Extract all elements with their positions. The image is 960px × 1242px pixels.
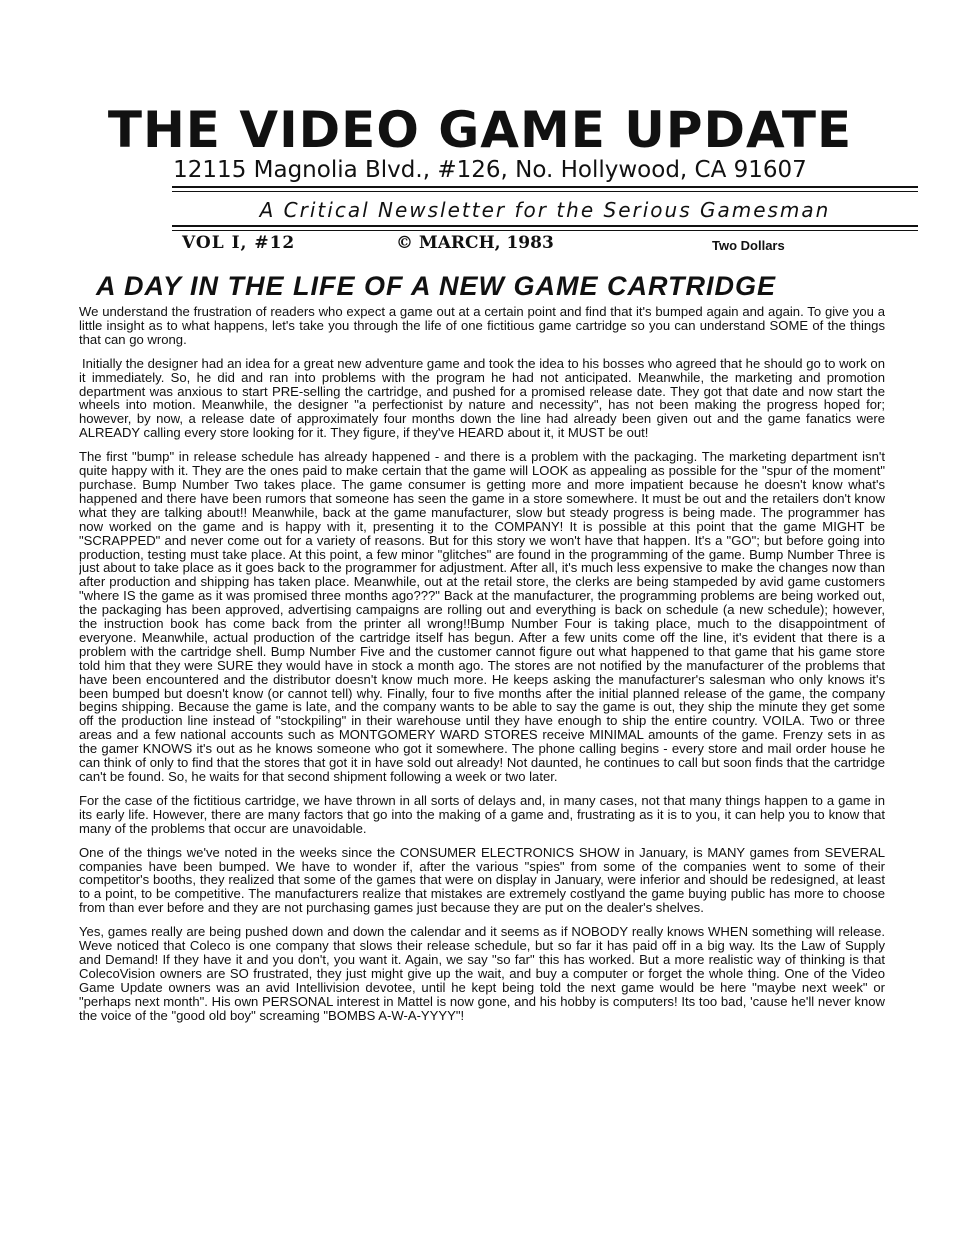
masthead-title: THE VIDEO GAME UPDATE — [107, 101, 853, 159]
issue-date: © MARCH, 1983 — [396, 233, 554, 253]
issue-volume: VOL I, #12 — [182, 233, 296, 253]
article-paragraph: The first "bump" in release schedule has already happened - and there is a problem with the packaging. The marketing department isn't quite happy with it. They are the ones paid to make certain that the game will LOOK as appealing as possible for the "spur of the moment" purchase. Bump Number Two takes place. The game consumer is getting more and more impatient because he doesn't know what's happened and there have been rumors that someone has seen the game in a store somewhere. It must be out and the retailers don't know what they are talking about!! Meanwhile, back at the game manufacturer, slow but steady progress is being made. The programmer has now worked on the game and is happy with it, presenting it to the COMPANY! It is possible at this point that the game MIGHT be "SCRAPPED" and never come out for a variety of reasons. But for this story we won't have that happen. It's a "GO"; but before going into production, testing must take place. At this point, a few minor "glitches" are found in the programming of the game. Bump Number Three is just about to take place as it goes back to the programmer for adjustment. After all, it's much less expensive to make the changes now than after production and shipping has taken place. Meanwhile, out at the retail store, the clerks are being stampeded by avid game customers "where IS the game as it was promised three months ago???" Back at the manufacturer, the programming problems are being worked out, the packaging has been approved, advertising campaigns are rolling out and everything is back on schedule (a new schedule); however, the instruction book has come back from the printer all wrong!!Bump Number Four is taking place, much to the disappointment of everyone. Meanwhile, actual production of the cartridge itself has begun. After a few units come off the line, it's evident that there is a problem with the cartridge shell. Bump Number Five and the customer cannot figure out what happened to that game that his game store told him that they were SURE they would have in stock a month ago. The stores are not notified by the manufacturer of the problems that have been encountered and the distributor doesn't know much more. He keeps asking the manufacturer's salesman who only knows it's been bumped but doesn't know (or cannot tell) why. Finally, four to five months after the initial planned release of the game, the company begins shipping. Because the game is late, and the company wants to be able to say the game is out, they ship the minute they get some off the production line instead of "stockpiling" in their warehouse until they have enough to ship the entire country. VOILA. Two or three areas and a few national accounts such as MONTGOMERY WARD STORES receive MINIMAL amounts of the game. Frenzy sets in as the gamer KNOWS it's out as he knows someone who got it somewhere. The phone calling begins - every store and mail order house he can think of only to find that the stores that got it in have sold out already! Not daunted, he continues to call but soon finds that the cartridge can't be found. So, he waits for that second shipment following a week or two later. — [79, 449, 885, 784]
article-paragraph: One of the things we've noted in the weeks since the CONSUMER ELECTRONICS SHOW in January, is MANY games from SEVERAL companies have been bumped. We have to wonder if, after the various "spies" from some of the companies went to some of their competitor's booths, they realized that some of the games that were on display in January, were inferior and should be redesigned, at least to a point, to be competitive. The manufacturers realize that mistakes are extremely costlyand the game buying public has more to choose from than ever before and they are not purchasing games just because they are put on the dealer's shelves. — [79, 844, 885, 916]
article-paragraph: For the case of the fictitious cartridge, we have thrown in all sorts of delays and, in many cases, not that many things happen to a game in its early life. However, there are many factors that go into the making of a game and, frustrating as it is to you, it can help you to know that many of the problems that occur are unavoidable. — [79, 792, 885, 836]
article-paragraph: Initially the designer had an idea for a great new adventure game and took the idea to his bosses who agreed that he should go to work on it immediately. So, he did and ran into problems with the program he had not anticipated. Meanwhile, the marketing and promotion department was anxious to start PRE-selling the cartridge, and pushed for a promised release date. They got that date and now start the wheels into motion. Meanwhile, the designer "a perfectionist by nature and necessity", has not been making the progress hoped for; however, by now, a release date of approximately four months down the line had already been given out and the game fanatics were ALREADY calling every store looking for it. They figure, if they've HEARD about it, it MUST be out! — [79, 355, 885, 441]
masthead-address: 12115 Magnolia Blvd., #126, No. Hollywood, CA 91607 — [173, 157, 807, 183]
article-paragraph: Yes, games really are being pushed down and down the calendar and it seems as if NOBODY really knows WHEN something will release. Weve noticed that Coleco is one company that slows their release schedule, but so far it has paid off in a big way. Its the Law of Supply and Demand! If they have it and you don't, you want it. Again, we say "so far" this has worked. But a more realistic way of thinking is that ColecoVision owners are SO frustrated, they just might give up the wait, and buy a computer or forget the whole thing. One of the Video Game Update owners was an avid Intellivision devotee, until he kept being told the next game would be here "maybe next week" or "perhaps next month". His own PERSONAL interest in Mattel is now gone, and his hobby is computers! Its too bad, 'cause he'll never know the voice of the "good old boy" screaming "BOMBS A-W-A-YYYY"! — [79, 924, 885, 1023]
masthead-rule-bottom-thin — [172, 230, 918, 231]
article-headline: A DAY IN THE LIFE OF A NEW GAME CARTRIDGE — [96, 271, 777, 301]
article-paragraph: We understand the frustration of readers who expect a game out at a certain point and find that it's bumped again and again. To give you a little insight as to what happens, let's take you through the life of one fictitious game cartridge so you can understand SOME of the things that can go wrong. — [79, 305, 885, 347]
masthead-rule-top-thin — [172, 191, 918, 192]
tagline: A Critical Newsletter for the Serious Gamesman — [259, 198, 831, 222]
article-body — [79, 305, 885, 1195]
issue-price: Two Dollars — [712, 238, 785, 253]
masthead-rule-top — [172, 186, 918, 188]
masthead-rule-bottom — [172, 225, 918, 227]
